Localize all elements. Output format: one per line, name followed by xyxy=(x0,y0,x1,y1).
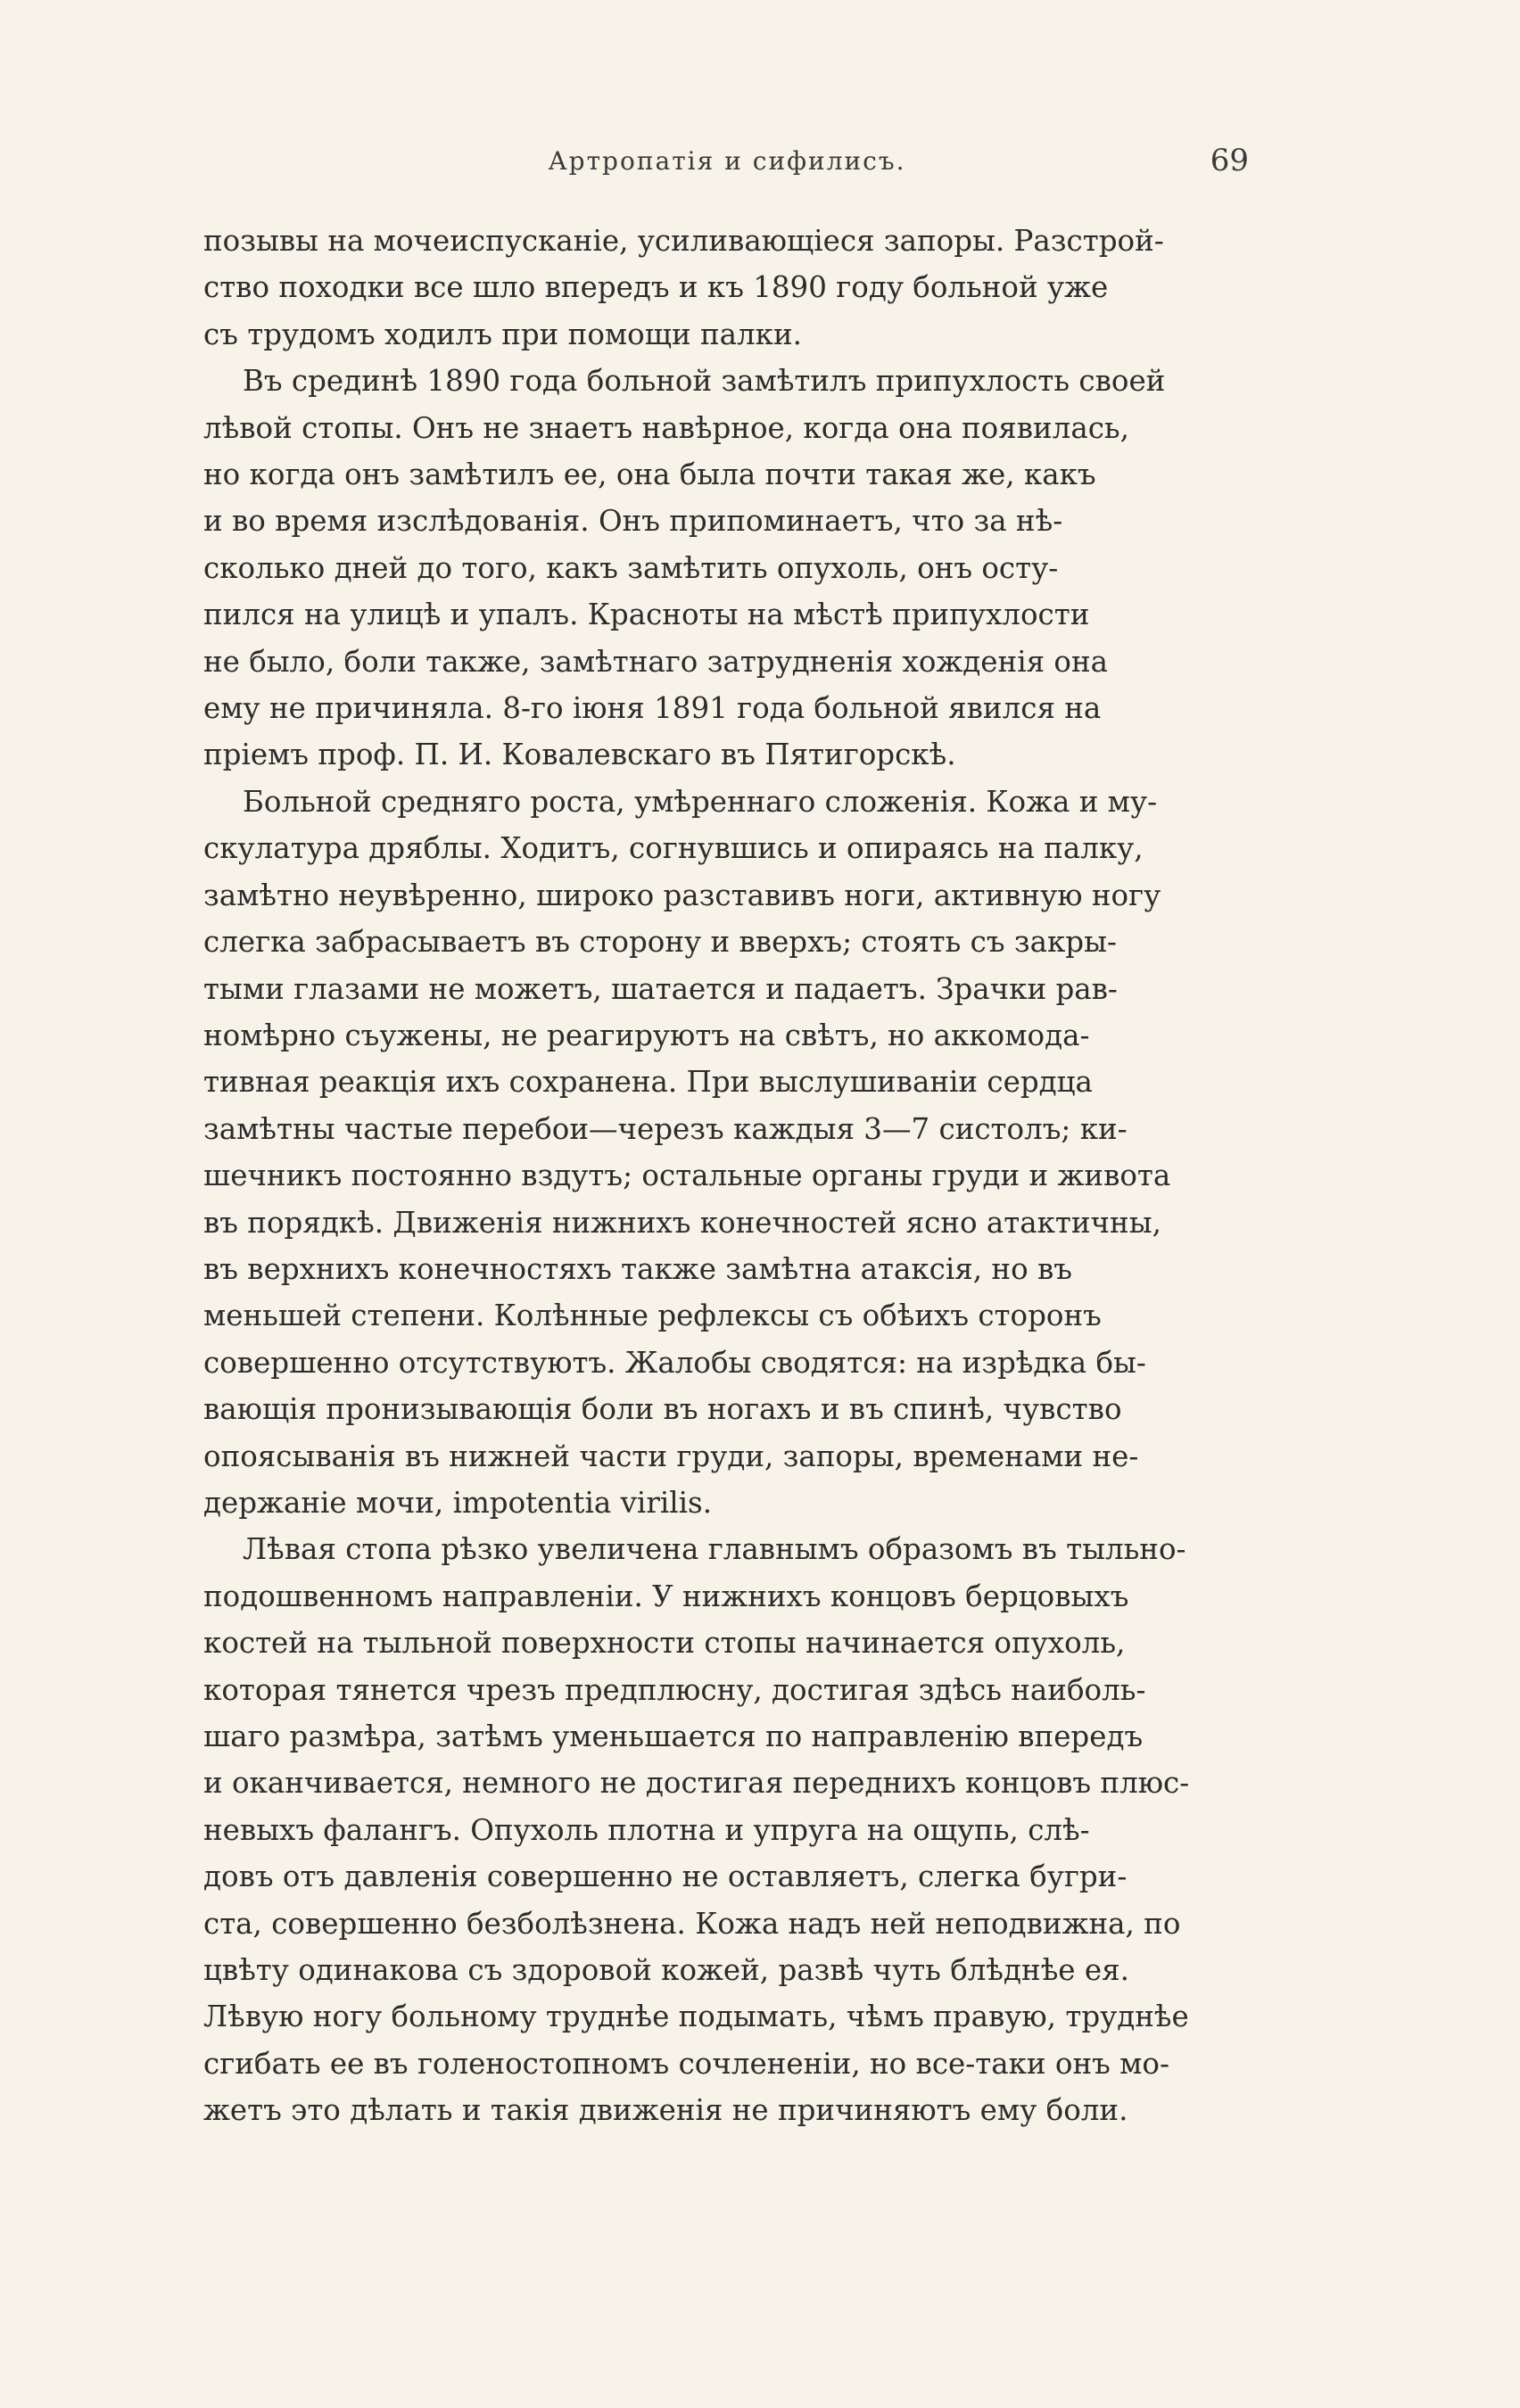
text-line: тыми глазами не можетъ, шатается и падаетъ. Зрачки рав- xyxy=(203,971,1118,1006)
text-line: сгибать ее въ голеностопномъ сочлененіи, но все-таки онъ мо- xyxy=(203,2046,1169,2081)
text-line: скулатура дряблы. Ходитъ, согнувшись и опираясь на палку, xyxy=(203,831,1144,866)
text-line: невыхъ фалангъ. Опухоль плотна и упруга на ощупь, слѣ- xyxy=(203,1812,1090,1847)
text-line: ста, совершенно безболѣзнена. Кожа надъ ней неподвижна, по xyxy=(203,1906,1181,1941)
text-line: въ верхнихъ конечностяхъ также замѣтна атаксія, но въ xyxy=(203,1251,1072,1286)
text-line: замѣтны частые перебои—черезъ каждыя 3—7 систолъ; ки- xyxy=(203,1111,1128,1146)
text-line: которая тянется чрезъ предплюсну, достигая здѣсь наиболь- xyxy=(203,1672,1146,1707)
text-line: замѣтно неувѣренно, широко разставивъ ноги, активную ногу xyxy=(203,878,1161,912)
text-line: Больной средняго роста, умѣреннаго сложенія. Кожа и му- xyxy=(243,784,1158,819)
text-line: не было, боли также, замѣтнаго затрудненія хожденія она xyxy=(203,644,1109,679)
text-line: сколько дней до того, какъ замѣтить опухоль, онъ осту- xyxy=(203,550,1059,585)
text-line: подошвенномъ направленіи. У нижнихъ концовъ берцовыхъ xyxy=(203,1579,1129,1613)
text-line: лѣвой стопы. Онъ не знаетъ навѣрное, когда она появилась, xyxy=(203,410,1129,445)
running-head xyxy=(205,143,1249,186)
text-line: совершенно отсутствуютъ. Жалобы сводятся: на изрѣдка бы- xyxy=(203,1345,1146,1380)
body-text xyxy=(203,218,1249,2134)
text-line: костей на тыльной поверхности стопы начинается опухоль, xyxy=(203,1626,1126,1661)
text-line: ему не причиняла. 8-го іюня 1891 года больной явился на xyxy=(203,691,1102,726)
text-line: и оканчивается, немного не достигая переднихъ концовъ плюс- xyxy=(203,1766,1190,1801)
text-line: цвѣту одинакова съ здоровой кожей, развѣ чуть блѣднѣе ея. xyxy=(203,1953,1129,1988)
text-line: съ трудомъ ходилъ при помощи палки. xyxy=(203,317,802,351)
text-line: пріемъ проф. П. И. Ковалевскаго въ Пятигорскѣ. xyxy=(203,738,956,772)
text-line: и во время изслѣдованія. Онъ припоминаетъ, что за нѣ- xyxy=(203,504,1063,539)
text-line: меньшей степени. Колѣнные рефлексы съ обѣихъ сторонъ xyxy=(203,1299,1102,1333)
text-line: номѣрно съужены, не реагируютъ на свѣтъ, но аккомода- xyxy=(203,1018,1090,1052)
text-line: жетъ это дѣлать и такія движенія не причиняютъ ему боли. xyxy=(203,2093,1128,2128)
page-number: 69 xyxy=(1210,143,1249,178)
text-line: тивная реакція ихъ сохранена. При выслушиваніи сердца xyxy=(203,1065,1093,1100)
text-line: Лѣвая стопа рѣзко увеличена главнымъ образомъ въ тыльно- xyxy=(243,1532,1186,1567)
text-line: опоясыванія въ нижней части груди, запоры, временами не- xyxy=(203,1439,1139,1473)
text-line: позывы на мочеиспусканіе, усиливающіеся запоры. Разстрой- xyxy=(203,224,1164,258)
text-line: Въ срединѣ 1890 года больной замѣтилъ припухлость своей xyxy=(243,364,1166,399)
text-line: слегка забрасываетъ въ сторону и вверхъ; стоять съ закры- xyxy=(203,925,1117,960)
text-line: но когда онъ замѣтилъ ее, она была почти такая же, какъ xyxy=(203,458,1096,492)
text-line: вающія пронизывающія боли въ ногахъ и въ спинѣ, чувство xyxy=(203,1392,1122,1427)
text-line: ство походки все шло впередъ и къ 1890 году больной уже xyxy=(203,270,1109,305)
running-title: Артропатія и сифилисъ. xyxy=(548,146,906,176)
text-line: довъ отъ давленія совершенно не оставляетъ, слегка бугри- xyxy=(203,1860,1128,1894)
text-line: пился на улицѣ и упалъ. Красноты на мѣстѣ припухлости xyxy=(203,598,1090,632)
text-line: въ порядкѣ. Движенія нижнихъ конечностей ясно атактичны, xyxy=(203,1205,1161,1240)
text-line: шечникъ постоянно вздутъ; остальные органы груди и живота xyxy=(203,1159,1171,1193)
text-line: Лѣвую ногу больному труднѣе подымать, чѣмъ правую, труднѣе xyxy=(203,2000,1189,2034)
text-line: держаніе мочи, impotentia virilis. xyxy=(203,1485,713,1520)
text-line: шаго размѣра, затѣмъ уменьшается по направленію впередъ xyxy=(203,1719,1144,1753)
